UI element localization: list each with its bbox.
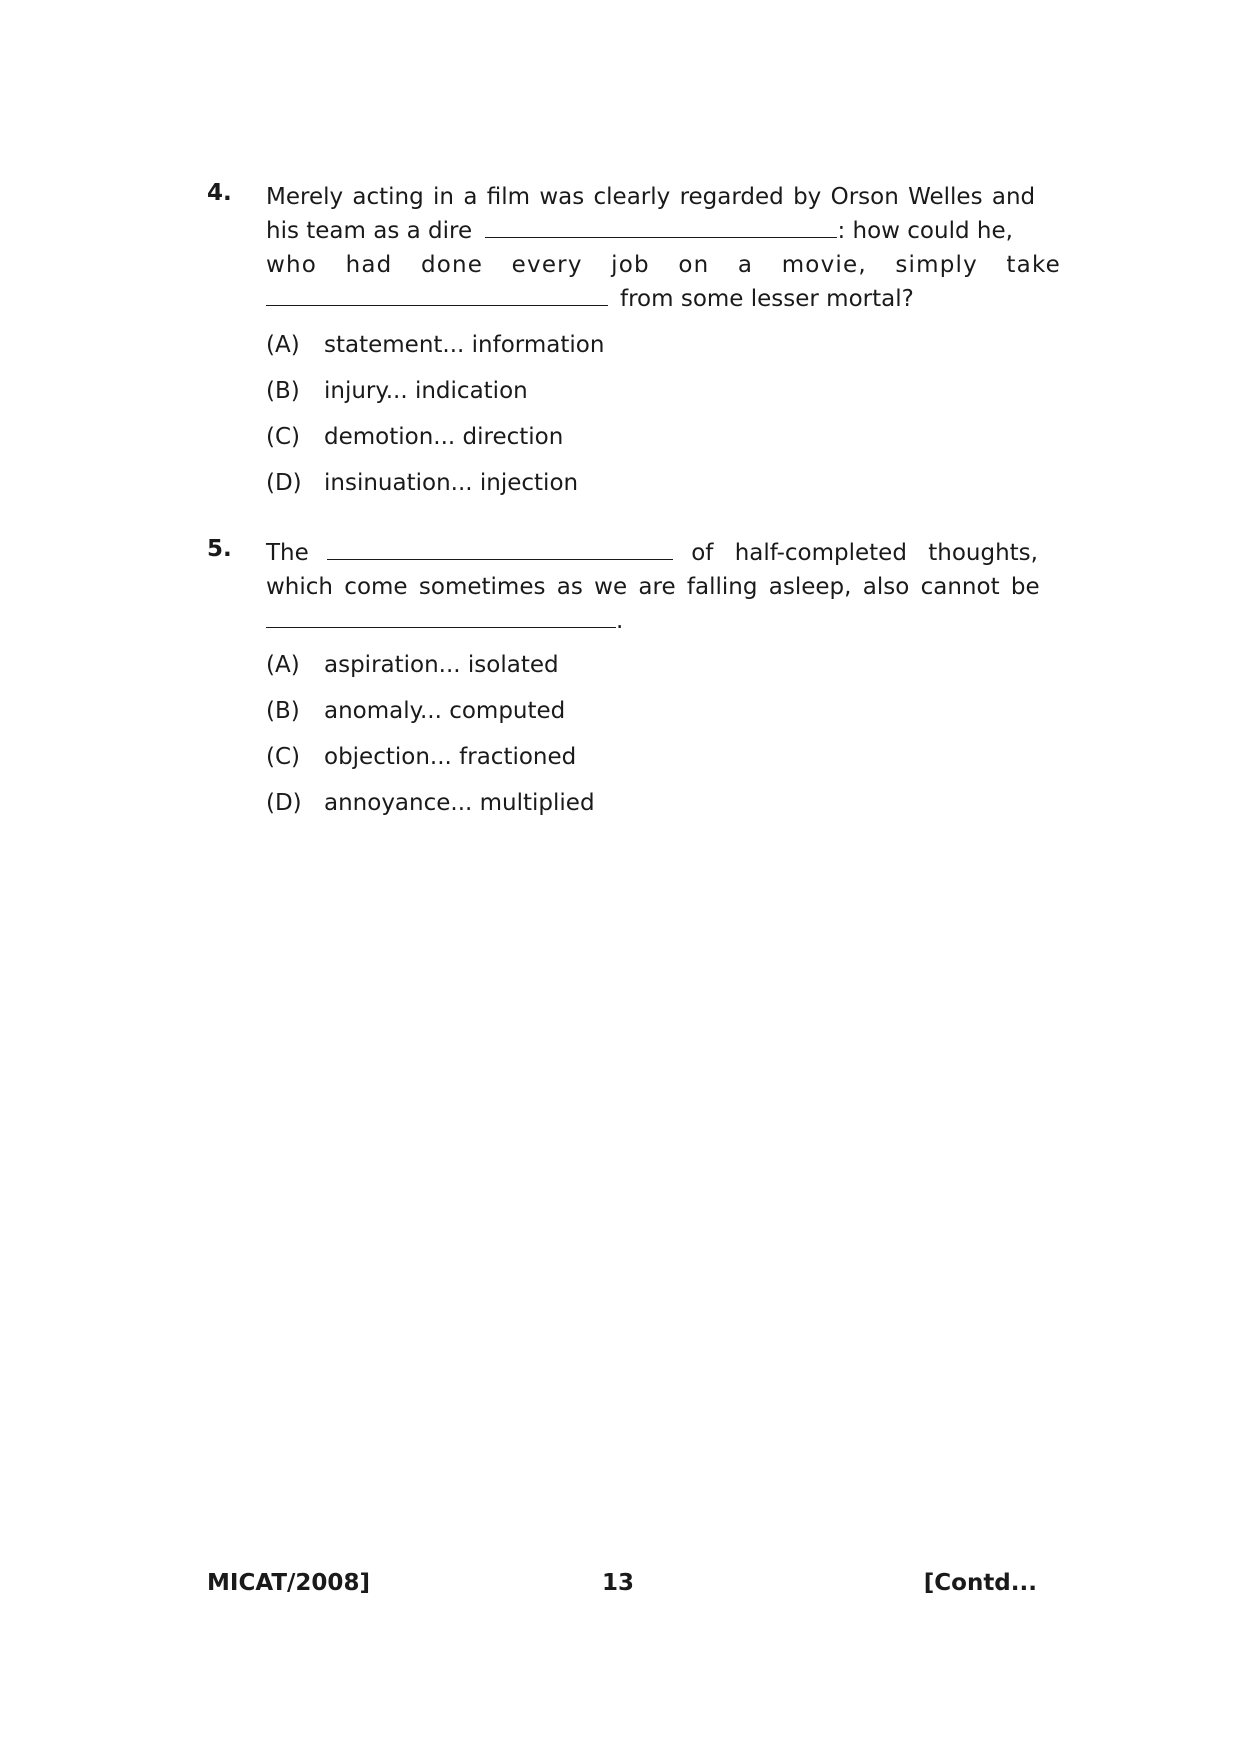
option-letter: (A) [266, 652, 300, 678]
question-4-line-2 [266, 214, 1038, 248]
option-d [266, 786, 595, 820]
option-text: insinuation... injection [324, 470, 579, 496]
option-b [266, 694, 565, 728]
option-letter: (B) [266, 698, 300, 724]
option-letter: (C) [266, 744, 301, 770]
option-letter: (D) [266, 470, 302, 496]
question-4-line-1 [266, 180, 1038, 214]
answer-blank [485, 215, 837, 238]
option-text: aspiration... isolated [324, 652, 559, 678]
option-text: demotion... direction [324, 424, 564, 450]
option-text: injury... indication [324, 378, 528, 404]
option-text: anomaly... computed [324, 698, 566, 724]
option-letter: (A) [266, 332, 300, 358]
answer-blank [327, 537, 673, 560]
footer-exam-code: MICAT/2008] [207, 1570, 370, 1596]
option-letter: (C) [266, 424, 301, 450]
question-text: from some lesser mortal? [620, 286, 914, 312]
option-text: objection... fractioned [324, 744, 577, 770]
footer-continued: [Contd... [923, 1570, 1037, 1596]
question-text: of half-completed thoughts, [691, 540, 1038, 566]
question-text: : how could he, [837, 218, 1013, 244]
option-a [266, 648, 559, 682]
answer-blank [266, 605, 616, 628]
question-text: The [266, 540, 309, 566]
option-text: statement... information [324, 332, 605, 358]
footer-page-number: 13 [602, 1570, 635, 1596]
question-text: which come sometimes as we are falling asleep, also cannot be [266, 574, 1040, 600]
answer-blank [266, 283, 608, 306]
option-letter: (D) [266, 790, 302, 816]
question-5-line-1 [266, 536, 1038, 570]
question-text: his team as a dire [266, 218, 473, 244]
question-text: who had done every job on a movie, simply take [266, 252, 1061, 278]
option-text: annoyance... multiplied [324, 790, 595, 816]
option-b [266, 374, 528, 408]
option-a [266, 328, 604, 362]
option-letter: (B) [266, 378, 300, 404]
question-4-line-4 [266, 282, 1038, 316]
option-c [266, 740, 576, 774]
question-text: Merely acting in a film was clearly regarded by Orson Welles and [266, 184, 1036, 210]
question-5-line-3 [266, 604, 1038, 638]
question-number: 4. [207, 180, 232, 206]
option-d [266, 466, 578, 500]
question-4-line-3 [266, 248, 1061, 282]
question-text: . [616, 608, 624, 634]
option-c [266, 420, 563, 454]
question-5-line-2 [266, 570, 1038, 604]
question-number: 5. [207, 536, 232, 562]
